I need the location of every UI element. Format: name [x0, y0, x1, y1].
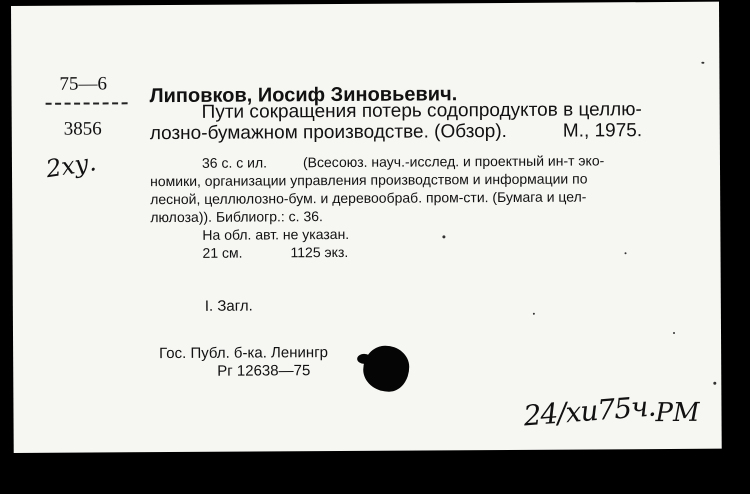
series-note-3: лесной, целлюлозно-бум. и деревообраб. пром-сти. (Бумага и цел-: [150, 188, 587, 208]
handwritten-date: 24/хи75ч.: [522, 389, 657, 433]
imprint-place-year: М., 1975.: [562, 120, 643, 142]
collation-line-1: [202, 152, 604, 170]
speck: [673, 332, 675, 334]
title-line-2-text: лозно-бумажном производстве. (Обзор).: [149, 120, 507, 145]
ink-blot-edge: [357, 354, 371, 364]
title-line-1: Пути сокращения потерь содопродуктов в целлю-: [201, 99, 642, 123]
shelfmark-top: 75—6: [59, 73, 108, 95]
handwritten-mark: 2ху.: [44, 148, 99, 184]
library-line-2: Рг 12638—75: [217, 362, 311, 380]
handwritten-initials: РМ: [655, 397, 700, 429]
series-note-2: номики, организации управления производством и информации по: [150, 170, 588, 190]
speck: [713, 382, 716, 385]
speck: [701, 62, 704, 64]
series-note-1: (Всесоюз. науч.-исслед. и проектный ин-т эко-: [302, 152, 605, 171]
catalog-card: [11, 2, 722, 453]
author-heading: Липовков, Иосиф Зиновьевич.: [149, 83, 458, 108]
ink-blot: [363, 346, 409, 392]
shelfmark-divider: [46, 102, 128, 105]
shelfmark-bottom: 3856: [63, 118, 102, 140]
speck: [625, 252, 627, 254]
speck: [533, 313, 535, 315]
title-tracing: I. Загл.: [204, 297, 253, 315]
title-line-2: [150, 120, 642, 145]
series-note-4: люлоза)). Библиогр.: с. 36.: [150, 208, 323, 226]
note-copies: 1125 экз.: [290, 243, 349, 261]
note-size-copies: [202, 244, 348, 261]
library-line-1: Гос. Публ. б-ка. Ленингр: [159, 344, 329, 363]
speck: [442, 235, 445, 238]
note-author: На обл. авт. не указан.: [202, 225, 350, 243]
collation-pages: 36 с. с ил.: [201, 154, 268, 171]
note-size: 21 см.: [202, 244, 243, 261]
